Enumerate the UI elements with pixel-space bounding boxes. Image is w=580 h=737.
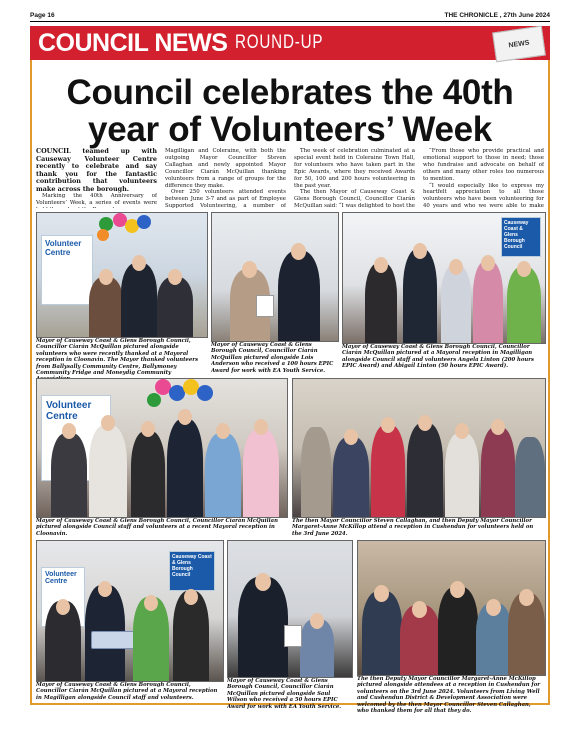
caption-photo-6: Mayor of Causeway Coast & Glens Borough Council, Councillor Ciarán McQuillan pictured at a Mayoral reception in Magilligan alongside Council staff and volunteers. <box>36 682 218 701</box>
header-rule <box>30 21 550 22</box>
caption-photo-1: Mayor of Causeway Coast & Glens Borough Council, Councillor Ciarán McQuillan pictured alongside volunteers who were recently thanked at a Mayoral reception in Cloonavin. The Mayor thanked volunteers from Ballysally Community Centre, Ballymoney Community Fridge and Moneydig Community <box>36 338 199 377</box>
volunteer-centre-sign: Volunteer Centre <box>41 235 93 305</box>
article-col-2 <box>165 148 286 208</box>
article-paragraph: Over 250 volunteers attended events between June 3-7 and as part of Employee Supported Volunteering, a number of <box>165 189 286 208</box>
volunteer-centre-sign: Volunteer Centre <box>41 567 85 627</box>
article-paragraph: “From those who provide practical and emotional support to those in need; those who fundraise and advocate on behalf of others and many other roles too numerous to mention. <box>423 148 544 182</box>
council-sign: Causeway Coast & Glens Borough Council <box>501 217 541 257</box>
article-col-3 <box>294 148 415 208</box>
photo-cushendun-reception <box>292 378 546 518</box>
banner-roundup: ROUND-UP <box>235 32 324 53</box>
council-sign: Causeway Coast & Glens Borough Council <box>169 551 215 591</box>
photo-lois-anderson <box>211 212 339 342</box>
article-paragraph: Magilligan and Coleraine, with both the outgoing Mayor Councillor Steven Callaghan and newly appointed Mayor Councillor Ciarán McQuillan thanking volunteers from a range of groups for the difference they make. <box>165 148 286 189</box>
article-body <box>36 148 544 208</box>
article-paragraph: Marking the 40th Anniversary of Volunteers’ Week, a series of events were <box>36 193 157 206</box>
banner-council-news: COUNCIL NEWS <box>38 28 228 57</box>
caption-photo-7: Mayor of Causeway Coast & Glens Borough Council, Councillor Ciarán McQuillan pictured alongside Saul Wilson who received a 50 hours EPIC Award for work with EA Youth Service. <box>227 678 342 710</box>
newspaper-icon: NEWS <box>492 26 546 63</box>
section-banner <box>30 26 550 60</box>
article-paragraph: “I would especially like to express my heartfelt appreciation to all those volunteers who have been volunteering for 40 years and who we were able to make <box>423 182 544 208</box>
photo-cloonavin-staff <box>36 378 288 518</box>
article-col-1 <box>36 148 157 208</box>
page-title: Council celebrates the 40th year of Volunteers’ Week <box>66 73 514 149</box>
article-lead: COUNCIL teamed up with Causeway Volunteer Centre recently to celebrate and say thank you for the fantastic contribution that volunteers make across the borough. <box>36 148 157 193</box>
photo-magilligan-linton <box>342 212 546 344</box>
caption-photo-4: Mayor of Causeway Coast & Glens Borough Council, Councillor Ciarán McQuillan pictured alongside Council staff and volunteers at a recent Mayoral reception in Cloonavin. <box>36 518 278 537</box>
article-col-4 <box>423 148 544 208</box>
caption-photo-5: The then Mayor Councillor Steven Callaghan, and then Deputy Mayor Councillor Margaret-Anne McKillop attend a reception in Cushendun for volunteers held on the 3rd June 2024. <box>292 518 534 537</box>
photo-cloonavin-volunteers <box>36 212 208 338</box>
photo-magilligan-staff <box>36 540 224 682</box>
volunteer-centre-sign: Volunteer Centre <box>41 395 111 481</box>
article-paragraph: The week of celebration culminated at a special event held in Coleraine Town Hall, for volunteers who have taken part in the Epic Awards, where they received Awards for 50, 100 and 200 hours volunteering in the past year. <box>294 148 415 189</box>
page-number: Page 16 <box>30 11 55 19</box>
caption-photo-3: Mayor of Causeway Coast & Glens Borough Council, Councillor Ciarán McQuillan pictured at a Mayoral reception in Magilligan alongside Council staff and volunteers Angela Linton (200 hours EPIC Award) and Abigail Linton (50 hours EPIC Award). <box>342 344 535 370</box>
article-paragraph: The then Mayor of Causeway Coast & Glens Borough Council, Councillor Ciarán McQuillan said: “I was delighted to host the <box>294 189 415 208</box>
photo-cushendun-attendees <box>357 540 546 676</box>
photo-saul-wilson <box>227 540 353 678</box>
paper-date: THE CHRONICLE , 27th June 2024 <box>444 11 550 19</box>
caption-photo-2: Mayor of Causeway Coast & Glens Borough Council, Councillor Ciarán McQuillan pictured alongside Lois Anderson who received a 100 hours EPIC Award for work with EA Youth Service. <box>211 342 334 374</box>
certificate <box>256 295 274 317</box>
caption-photo-8: The then Deputy Mayor Councillor Margaret-Anne McKillop pictured alongside attendees at a reception in Cushendun for volunteers on the 3rd June 2024. Volunteers from Living Well and Cushendun District & Development Association were welcomed by the then Mayor Councillor Steven Callaghan, who thanked them for all that they do. <box>357 676 541 715</box>
certificate <box>284 625 302 647</box>
page-header <box>30 10 550 20</box>
